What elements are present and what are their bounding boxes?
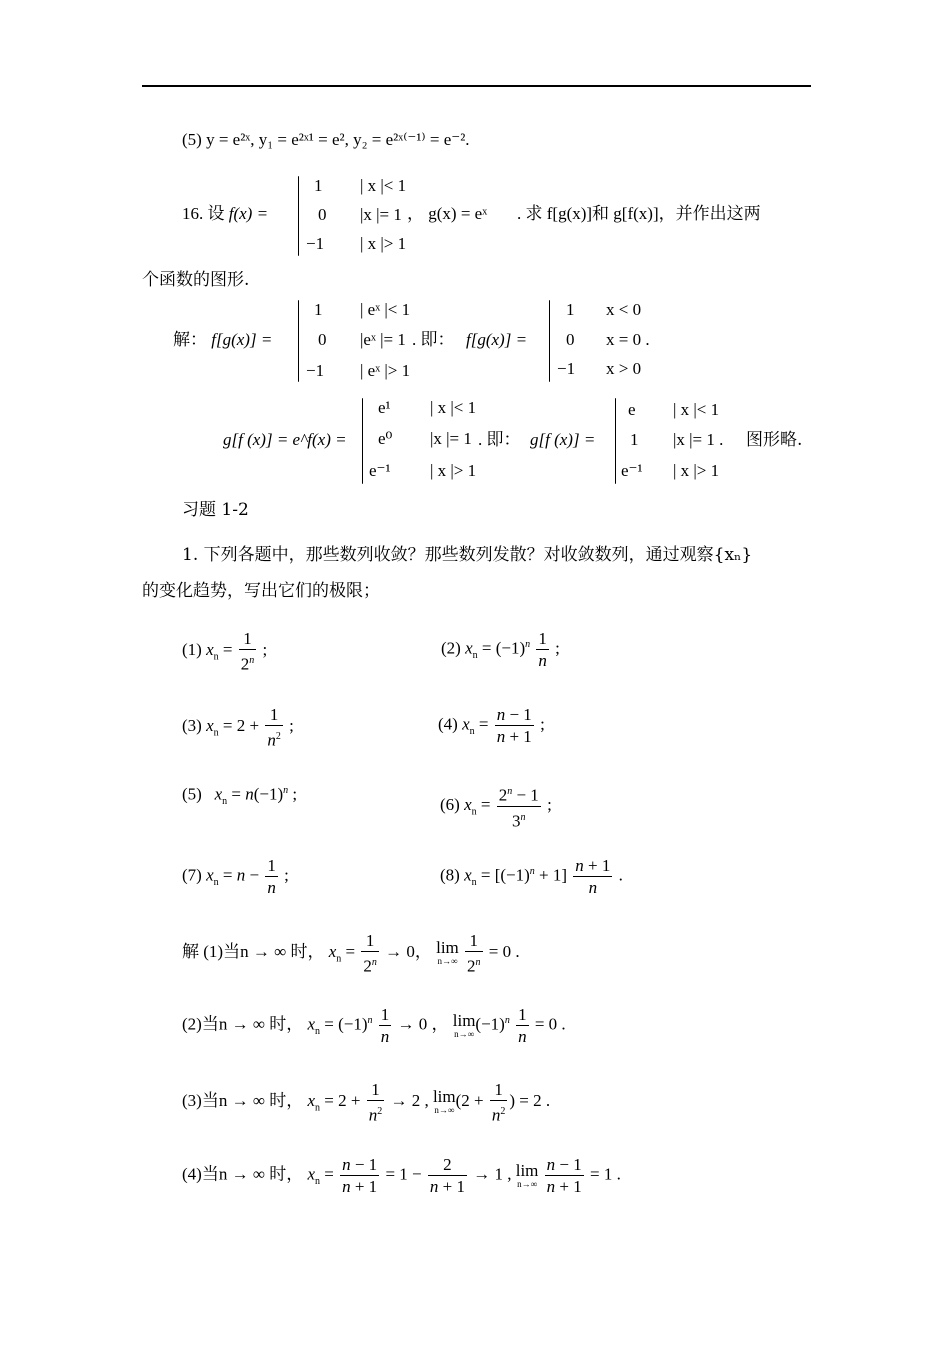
text: n → ∞ 时， (240, 942, 325, 962)
solution-label: (4)当 (182, 1164, 219, 1184)
fraction: $\frac{1}{2^n}$ (467, 931, 481, 976)
limit-text: lim (452, 1010, 476, 1030)
solution-label: 解： (173, 330, 207, 349)
solution-3: (3)当n → ∞ 时， $x_n = 2$ + $\frac{1}{n^2}$ → 2 , lim n→∞ (2 + $\frac{1}{n^2}$ ) = 2 . (182, 1080, 551, 1125)
fraction: $\frac{n - 1}{n + 1}$ (546, 1155, 582, 1196)
piece-value: 1 (566, 300, 575, 319)
brace (298, 300, 299, 382)
item-label: (2) (441, 638, 461, 658)
fraction: $\frac{2^n - 1}{3^n}$ (497, 781, 541, 831)
q16-head (182, 204, 268, 224)
limit (433, 1089, 456, 1115)
brace (298, 176, 299, 256)
text: . 即： (478, 430, 521, 449)
item-4: (4) $x_n$ = $\frac{n - 1}{n + 1}$ ; (438, 705, 545, 746)
text: . 求 f[g(x)]和 g[f(x)]，并作出这两 (517, 204, 761, 223)
piece-value: −1 (557, 359, 576, 378)
item-label: (6) (440, 795, 460, 815)
piece-value: e¹ (378, 398, 391, 417)
fraction: $\frac{n + 1}{n}$ (575, 856, 611, 897)
piece-value: e⁻¹ (369, 461, 391, 480)
solution-1: 解 (1)当n → ∞ 时， $x_n$ = $\frac{1}{2^n}$ → 0， lim n→∞ $\frac{1}{2^n}$ = 0 . (182, 931, 520, 976)
item-7: (7) $x_n = n$ − $\frac{1}{n}$ ; (182, 856, 289, 897)
item-label: (1) (182, 640, 202, 660)
limit (515, 1160, 539, 1189)
text: n → ∞ 时， (218, 1164, 304, 1184)
fraction: $\frac{1}{n}$ (518, 1005, 527, 1046)
item-8: (8) $x_n = [(-1)^n + 1]$ $\frac{n + 1}{n}$ . (440, 856, 623, 897)
text: n → ∞ 时， (218, 1091, 304, 1111)
piece-value: 0 (318, 330, 327, 349)
fraction: $\frac{1}{n}$ (380, 1005, 390, 1046)
limit-sub: n→∞ (437, 956, 458, 967)
formula (466, 330, 527, 350)
brace (362, 398, 363, 484)
piece-condition: |eˣ |= 1 (360, 330, 406, 349)
piece-condition: x > 0 (606, 359, 642, 378)
formula: f[g(x)] = (211, 330, 273, 349)
piece-value: 1 (314, 176, 323, 195)
solution-label: 解 (1)当 (182, 942, 241, 962)
piece-condition: | x |> 1 (673, 461, 720, 480)
piece-value: e⁻¹ (621, 461, 643, 480)
item-label: (5) (182, 784, 202, 804)
limit-text: lim (436, 938, 459, 958)
limit (452, 1010, 476, 1039)
fraction: $\frac{n - 1}{n + 1}$ (342, 1155, 378, 1196)
formula (530, 430, 595, 450)
limit (436, 940, 459, 966)
fraction: $\frac{2}{n + 1}$ (429, 1155, 465, 1196)
solution-2: (2)当n → ∞ 时， $x_n = (-1)^n$ $\frac{1}{n}$ → 0 ， lim n→∞ $(-1)^n$ $\frac{1}{n}$ = 0 . (182, 1005, 566, 1046)
formula: g[f (x)] = e^f(x) = (223, 430, 347, 449)
item-label: (4) (438, 714, 458, 734)
limit-text: lim (515, 1160, 539, 1180)
item-1: (1) $x_n$ = $\frac{1}{2^n}$ ; (182, 629, 268, 674)
formula: f(x) = (228, 204, 269, 223)
limit-sub: n→∞ (434, 1105, 455, 1116)
piece-value: e (628, 400, 636, 419)
piece-condition: | x |< 1 (360, 176, 407, 195)
question-text: 1. 下列各题中，那些数列收敛？那些数列发散？对收敛数列，通过观察{xₙ} (182, 545, 753, 565)
fraction: $\frac{1}{n^2}$ (368, 1080, 383, 1125)
limit-sub: n→∞ (454, 1028, 475, 1039)
fraction: $\frac{n - 1}{n + 1}$ (496, 705, 532, 746)
item-label: (5) (182, 130, 202, 149)
piece-condition: x = 0 . (606, 330, 650, 349)
item-label: (7) (182, 865, 202, 885)
text: n → ∞ 时， (218, 1014, 304, 1034)
item-label: (8) (440, 865, 460, 885)
formula: ， g(x) = eˣ (407, 204, 488, 223)
sol-gf (223, 430, 347, 450)
formula: g[f (x)] = (530, 430, 596, 449)
line-p5 (182, 130, 470, 150)
fraction: $\frac{1}{2^n}$ (240, 629, 255, 674)
section-title: 习题 1-2 (182, 500, 249, 520)
item-label: (3) (182, 716, 202, 736)
fraction: $\frac{1}{n}$ (267, 856, 276, 897)
piece-value: −1 (306, 361, 325, 380)
solution-label: (3)当 (182, 1091, 219, 1111)
fraction: $\frac{1}{n}$ (538, 629, 547, 670)
piece-condition: | eˣ |< 1 (360, 300, 411, 319)
piece-condition: | x |> 1 (430, 461, 477, 480)
sol-fg (173, 330, 272, 350)
piece-condition: | x |> 1 (360, 234, 407, 253)
limit-text: lim (432, 1087, 456, 1107)
piece-condition: |x |= 1 (360, 205, 402, 224)
piece-value: 0 (566, 330, 575, 349)
item-3: (3) $x_n = 2$ + $\frac{1}{n^2}$ ; (182, 705, 294, 750)
piece-value: 1 (314, 300, 323, 319)
header-rule (142, 85, 811, 87)
item-5: (5) $x_n = n(-1)^n$ ; (182, 784, 298, 808)
piece-condition: | x |< 1 (430, 398, 477, 417)
piece-value: 0 (318, 205, 327, 224)
fraction: $\frac{1}{2^n}$ (363, 931, 377, 976)
solution-label: (2)当 (182, 1014, 219, 1034)
piece-condition: | eˣ |> 1 (360, 361, 411, 380)
brace (615, 398, 616, 484)
item-6: (6) $x_n$ = $\frac{2^n - 1}{3^n}$ ; (440, 781, 552, 831)
limit-sub: n→∞ (517, 1178, 538, 1189)
piece-condition: |x |= 1 . (673, 430, 724, 449)
brace (549, 300, 550, 382)
text: 图形略. (746, 430, 803, 450)
text: 个函数的图形. (142, 270, 250, 290)
solution-4: (4)当n → ∞ 时， $x_n$ = $\frac{n - 1}{n + 1}$ = 1 − $\frac{2}{n + 1}$ → 1 , lim n→∞ $\frac{n - 1}{n + 1}$ = 1 . (182, 1155, 621, 1196)
question-text: 的变化趋势，写出它们的极限； (142, 581, 380, 601)
piece-condition: |x |= 1 (430, 429, 472, 448)
question-number: 16. (182, 204, 204, 223)
text: 设 (207, 204, 225, 223)
piece-value: 1 (630, 430, 639, 449)
fraction: $\frac{1}{n^2}$ (491, 1080, 506, 1125)
piece-value: −1 (306, 234, 325, 253)
formula: f[g(x)] = (466, 330, 528, 349)
text: . 即： (412, 330, 455, 349)
piece-condition: | x |< 1 (673, 400, 720, 419)
piece-condition: x < 0 (606, 300, 642, 319)
piece-value: e⁰ (378, 429, 393, 448)
item-2: (2) $x_n = (-1)^n$ $\frac{1}{n}$ ; (441, 629, 560, 670)
formula: y = e²ˣ, y₁ = e²ˣ¹ = e², y₂ = e²ˣ⁽⁻¹⁾ = e⁻². (206, 130, 470, 149)
fraction: $\frac{1}{n^2}$ (267, 705, 281, 750)
